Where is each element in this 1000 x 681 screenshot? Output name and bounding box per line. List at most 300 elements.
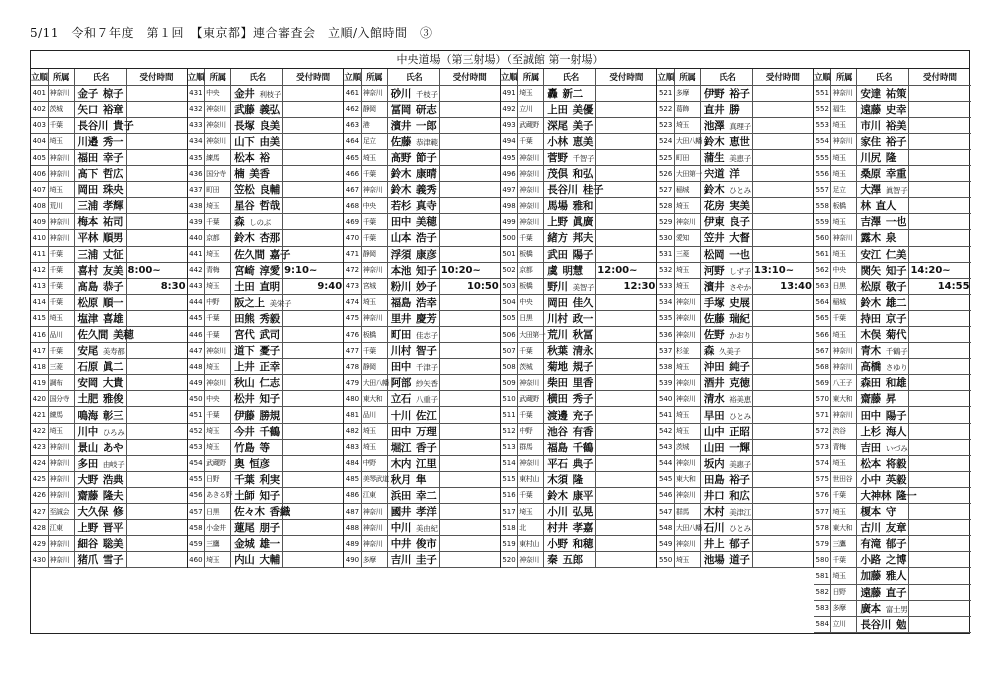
affiliation: 千葉: [48, 262, 74, 278]
given-name: 良美: [259, 119, 280, 132]
affiliation: 神奈川: [205, 133, 231, 149]
entry-number: 437: [188, 182, 205, 198]
column-header-row: [814, 69, 971, 85]
surname: 濱井: [703, 280, 725, 293]
table-row: [814, 214, 971, 230]
reception-time: [752, 520, 813, 536]
reception-time: [596, 487, 657, 503]
affiliation: 中央: [205, 391, 231, 407]
affiliation: 埼玉: [831, 117, 857, 133]
name: [387, 536, 439, 552]
table-row: [31, 536, 187, 552]
table-row: [814, 101, 971, 117]
surname: 坂内: [703, 457, 725, 470]
name: [387, 310, 439, 326]
given-name: 隼: [416, 473, 427, 486]
entry-number: 457: [188, 504, 205, 520]
entry-number: 413: [31, 278, 48, 294]
name: [231, 230, 283, 246]
entry-number: 567: [814, 343, 831, 359]
given-name: 利実: [259, 473, 280, 486]
entry-number: 579: [814, 536, 831, 552]
affiliation: 京都: [205, 230, 231, 246]
surname: 山田: [703, 441, 725, 454]
table-row: [814, 294, 971, 310]
name: [857, 278, 909, 294]
header-entry-number: 立順: [31, 69, 48, 85]
reception-time: [909, 455, 971, 471]
surname: 野川: [547, 280, 568, 293]
reception-time: [439, 230, 500, 246]
reception-time: [283, 198, 344, 214]
name: [544, 504, 596, 520]
reception-time: [909, 584, 971, 600]
name: [857, 471, 909, 487]
surname: 井上: [703, 538, 725, 551]
entry-number: 459: [188, 536, 205, 552]
name: [857, 552, 909, 568]
surname: 山本: [390, 232, 412, 245]
given-name: しず子: [729, 266, 751, 276]
reception-time: [126, 198, 187, 214]
entry-number: 433: [188, 117, 205, 133]
given-name: 秀子: [572, 393, 594, 406]
table-row: [344, 230, 500, 246]
name: [387, 246, 439, 262]
affiliation: 東村山: [518, 471, 544, 487]
table-row: [501, 343, 657, 359]
given-name: 菊代: [885, 329, 907, 342]
surname: 村井: [547, 522, 568, 535]
given-name: 直明: [259, 280, 280, 293]
affiliation: 中央: [205, 85, 231, 101]
reception-time: [752, 327, 813, 343]
affiliation: 神奈川: [674, 536, 700, 552]
affiliation: 静岡: [361, 101, 387, 117]
given-name: 美子: [572, 119, 594, 132]
given-name: 和雄: [885, 377, 907, 390]
table-row: [344, 471, 500, 487]
surname: 粉川: [390, 280, 412, 293]
name: [74, 407, 126, 423]
given-name: 香子: [416, 441, 437, 454]
surname: 道下: [234, 345, 255, 358]
affiliation: 埼玉: [205, 198, 231, 214]
surname: 安尾: [77, 345, 98, 358]
affiliation: 埼玉: [674, 262, 700, 278]
table-row: [188, 375, 344, 391]
reception-time: [596, 101, 657, 117]
given-name: 順一: [102, 296, 124, 309]
name: [544, 552, 596, 568]
surname: 松本: [234, 152, 255, 165]
affiliation: 神奈川: [361, 504, 387, 520]
table-row: [344, 439, 500, 455]
reception-time: [909, 310, 971, 326]
reception-time: [752, 246, 813, 262]
given-name: 洋: [729, 168, 740, 181]
name: [700, 310, 752, 326]
table-row: [814, 391, 971, 407]
given-name: いづみ: [885, 443, 908, 453]
entry-number: 566: [814, 327, 831, 343]
affiliation: 埼玉: [831, 504, 857, 520]
affiliation: 千葉: [205, 310, 231, 326]
reception-time: [909, 616, 971, 632]
affiliation: 千葉: [48, 117, 74, 133]
entry-number: 469: [344, 214, 361, 230]
surname: 平林: [77, 232, 98, 245]
name: [231, 439, 283, 455]
given-name: 和広: [729, 489, 750, 502]
surname: 川尻: [860, 152, 881, 165]
entry-number: 490: [344, 552, 361, 568]
affiliation: 神奈川: [48, 230, 74, 246]
reception-time: [126, 536, 187, 552]
name: [700, 149, 752, 165]
affiliation: 東大和: [831, 391, 857, 407]
surname: 安岡: [77, 377, 98, 390]
entry-number: 543: [657, 439, 674, 455]
given-name: 裕: [259, 152, 270, 165]
name: [857, 230, 909, 246]
table-row: [657, 391, 813, 407]
name: [387, 504, 439, 520]
surname: 髙島: [77, 280, 98, 293]
reception-time: [752, 230, 813, 246]
affiliation: 千葉: [831, 310, 857, 326]
table-row: [814, 310, 971, 326]
reception-time: [752, 504, 813, 520]
reception-time: [126, 133, 187, 149]
affiliation: 神奈川: [361, 262, 387, 278]
reception-time: [752, 117, 813, 133]
entry-number: 515: [501, 471, 518, 487]
name: [544, 391, 596, 407]
table-row: [188, 133, 344, 149]
table-row: [344, 343, 500, 359]
surname: 森田: [860, 377, 881, 390]
surname: 廣本: [860, 602, 881, 615]
entry-number: 492: [501, 101, 518, 117]
affiliation: 神奈川: [48, 455, 74, 471]
reception-time: [439, 166, 500, 182]
table-row: [657, 278, 813, 294]
name: [857, 600, 909, 616]
given-name: 佳志子: [416, 331, 438, 341]
entry-number: 440: [188, 230, 205, 246]
affiliation: 葛飾: [674, 101, 700, 117]
name: [700, 166, 752, 182]
entry-number: 475: [344, 310, 361, 326]
header-reception-time: 受付時間: [439, 69, 500, 85]
entry-number: 474: [344, 294, 361, 310]
given-name: 知子: [259, 393, 280, 406]
affiliation: 茨城: [48, 101, 74, 117]
reception-time: [126, 471, 187, 487]
surname: 清水: [703, 393, 725, 406]
affiliation: 千葉: [205, 214, 231, 230]
affiliation: 神奈川: [518, 198, 544, 214]
surname: 浮須: [390, 248, 412, 261]
entry-number: 432: [188, 101, 205, 117]
name: [387, 101, 439, 117]
given-name: 実美: [729, 200, 750, 213]
name: [387, 133, 439, 149]
table-row: [31, 391, 187, 407]
affiliation: 神奈川: [205, 343, 231, 359]
name: [387, 117, 439, 133]
entry-number: 412: [31, 262, 48, 278]
given-name: ひとみ: [729, 186, 751, 196]
given-name: 明慧: [562, 264, 583, 277]
entry-number: 414: [31, 294, 48, 310]
entry-number: 485: [344, 471, 361, 487]
table-row: [501, 504, 657, 520]
table-row: [188, 536, 344, 552]
surname: 上井: [234, 361, 255, 374]
table-row: [31, 455, 187, 471]
table-row: [657, 85, 813, 101]
entry-number: 534: [657, 294, 674, 310]
reception-time: [909, 246, 971, 262]
name: [74, 310, 126, 326]
surname: 冨岡: [390, 103, 412, 116]
entry-number: 402: [31, 101, 48, 117]
reception-time: [752, 407, 813, 423]
entry-number: 511: [501, 407, 518, 423]
given-name: 節子: [416, 152, 437, 165]
name: [387, 182, 439, 198]
reception-time-start: 9:10~: [283, 262, 344, 278]
entry-number: 496: [501, 166, 518, 182]
header-reception-time: 受付時間: [909, 69, 971, 85]
entry-number: 517: [501, 504, 518, 520]
affiliation: 大田第一: [518, 327, 544, 343]
name: [857, 407, 909, 423]
given-name: 真寺: [416, 200, 437, 213]
name: [544, 262, 596, 278]
affiliation: 埼玉: [674, 407, 700, 423]
reception-time: [596, 117, 657, 133]
name: [544, 101, 596, 117]
name: [857, 166, 909, 182]
reception-time: [439, 198, 500, 214]
reception-time-start: 13:10~: [752, 262, 813, 278]
affiliation: 国分寺: [205, 166, 231, 182]
name: [387, 327, 439, 343]
reception-time: [596, 294, 657, 310]
name: [231, 391, 283, 407]
reception-time: [596, 407, 657, 423]
affiliation: 日黒: [831, 278, 857, 294]
entry-number: 499: [501, 214, 518, 230]
reception-time: [596, 391, 657, 407]
given-name: 孝洋: [416, 506, 437, 519]
entry-number: 562: [814, 262, 831, 278]
reception-time: [596, 214, 657, 230]
table-row: [188, 471, 344, 487]
given-name: 将毅: [885, 457, 907, 470]
affiliation: 練馬: [205, 149, 231, 165]
reception-time: [909, 294, 971, 310]
surname: 田中: [390, 425, 412, 438]
table-row: [344, 117, 500, 133]
entry-number: 486: [344, 487, 361, 503]
given-name: 美惠子: [729, 459, 751, 469]
name: [857, 359, 909, 375]
table-row: [657, 375, 813, 391]
name: [857, 391, 909, 407]
surname: 深尾: [547, 119, 568, 132]
name: [74, 117, 134, 133]
entry-number: 559: [814, 214, 831, 230]
given-name: 江里: [416, 457, 437, 470]
entry-number: 431: [188, 85, 205, 101]
entry-number: 479: [344, 375, 361, 391]
surname: 山中: [703, 425, 725, 438]
entry-number: 553: [814, 117, 831, 133]
surname: 直井: [703, 103, 725, 116]
reception-time: [909, 166, 971, 182]
name: [544, 214, 596, 230]
reception-time: [126, 230, 187, 246]
reception-time: [909, 552, 971, 568]
surname: 長谷川: [77, 119, 109, 132]
name: [857, 214, 909, 230]
affiliation: 板橋: [518, 246, 544, 262]
entry-number: 401: [31, 85, 48, 101]
reception-time: [752, 294, 813, 310]
table-row: [501, 214, 657, 230]
table-row: [501, 101, 657, 117]
reception-time: [283, 423, 344, 439]
surname: 細谷: [77, 538, 98, 551]
affiliation: 東村山: [518, 536, 544, 552]
table-row: [31, 85, 187, 101]
given-name: 恭津範: [416, 137, 438, 147]
reception-time: [596, 246, 657, 262]
reception-time: [752, 310, 813, 326]
surname: 土肥: [77, 393, 98, 406]
reception-time: [596, 166, 657, 182]
entry-number: 429: [31, 536, 48, 552]
surname: 髙野: [390, 152, 412, 165]
table-row: [657, 262, 813, 278]
surname: 森: [234, 216, 245, 229]
name: [231, 327, 283, 343]
reception-time: [439, 504, 500, 520]
affiliation: 茨城: [518, 359, 544, 375]
affiliation: 町田: [205, 182, 231, 198]
affiliation: 北: [518, 520, 544, 536]
surname: 木村: [703, 506, 725, 519]
reception-time: [909, 101, 971, 117]
entry-number: 484: [344, 455, 361, 471]
name: [700, 117, 752, 133]
reception-time: [126, 182, 187, 198]
surname: 虞: [547, 264, 558, 277]
table-row: [188, 455, 344, 471]
table-row: [501, 439, 657, 455]
name: [74, 552, 126, 568]
surname: 楠: [234, 168, 245, 181]
entry-number: 578: [814, 520, 831, 536]
table-row: [501, 359, 657, 375]
given-name: 恵美: [572, 135, 594, 148]
affiliation: 神奈川: [361, 182, 387, 198]
affiliation: 神奈川: [831, 359, 857, 375]
given-name: 義弘: [259, 103, 280, 116]
entry-number: 472: [344, 262, 361, 278]
table-row: [344, 133, 500, 149]
table-row: [188, 439, 344, 455]
table-row: [501, 391, 657, 407]
affiliation: 多摩: [831, 600, 857, 616]
given-name: 勝規: [259, 409, 280, 422]
entry-number: 463: [344, 117, 361, 133]
given-name: 秀毅: [259, 312, 280, 325]
name: [74, 536, 126, 552]
affiliation: 多摩: [361, 552, 387, 568]
surname: 有滝: [860, 538, 881, 551]
entry-number: 539: [657, 375, 674, 391]
name: [231, 198, 283, 214]
name: [700, 536, 752, 552]
given-name: 香織: [269, 506, 291, 519]
reception-time: [126, 294, 187, 310]
surname: 鈴木: [390, 184, 412, 197]
given-name: 仁美: [885, 248, 907, 261]
name: [700, 359, 752, 375]
surname: 秋月: [390, 473, 412, 486]
entry-number: 497: [501, 182, 518, 198]
table-row: [188, 149, 344, 165]
affiliation: 中央: [361, 198, 387, 214]
table-row: [188, 423, 344, 439]
reception-time: [752, 182, 813, 198]
given-name: 俊市: [416, 538, 437, 551]
reception-time: [439, 310, 500, 326]
given-name: 佐江: [416, 409, 437, 422]
table-row: [344, 278, 500, 294]
name: [231, 536, 283, 552]
given-name: 一也: [729, 248, 750, 261]
table-row: [344, 262, 500, 278]
surname: 佐久間: [77, 329, 109, 342]
name: [231, 552, 283, 568]
affiliation: 神奈川: [48, 487, 74, 503]
table-row: [814, 198, 971, 214]
affiliation: 埼玉: [205, 246, 231, 262]
surname: 猪爪: [77, 554, 98, 567]
surname: 花房: [703, 200, 725, 213]
reception-time: [909, 536, 971, 552]
affiliation: 神奈川: [674, 391, 700, 407]
reception-time: [909, 327, 971, 343]
given-name: 美穂: [113, 329, 134, 342]
reception-time: [126, 85, 187, 101]
entry-number: 580: [814, 552, 831, 568]
given-name: 浩幸: [416, 296, 437, 309]
entry-number: 547: [657, 504, 674, 520]
name: [231, 101, 283, 117]
affiliation: 宮城: [361, 278, 387, 294]
affiliation: 江東: [48, 520, 74, 536]
name: [700, 487, 752, 503]
name: [387, 471, 439, 487]
surname: 景山: [77, 441, 98, 454]
